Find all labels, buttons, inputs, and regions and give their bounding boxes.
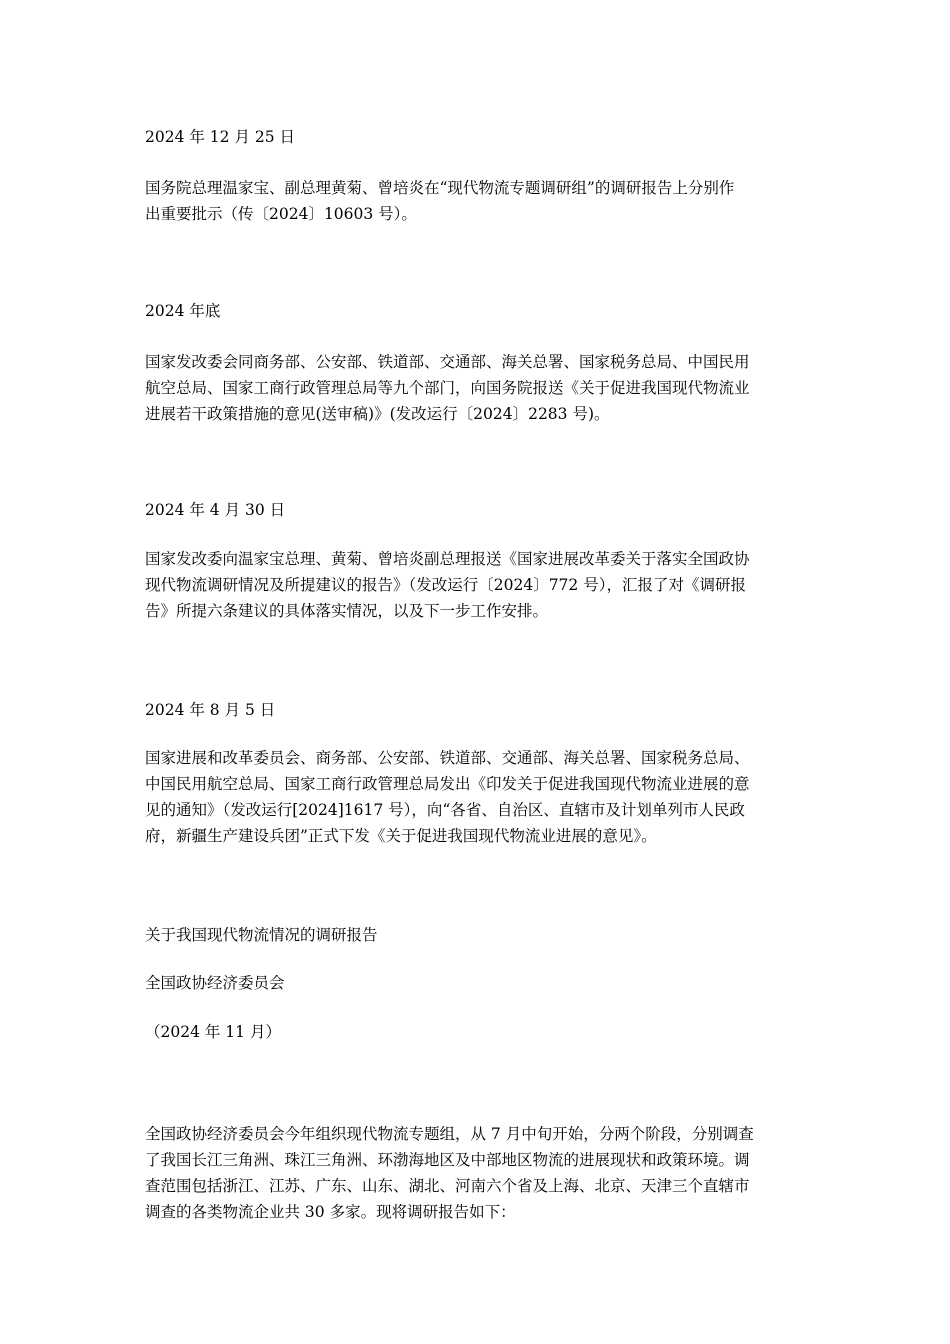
entry-text-line: 现代物流调研情况及所提建议的报告》（发改运行〔2024〕772 号），汇报了对《调研报 — [145, 576, 746, 594]
entry-text-line: 国家发改委会同商务部、公安部、铁道部、交通部、海关总署、国家税务总局、中国民用 — [145, 353, 750, 371]
entry-text-line: 国务院总理温家宝、副总理黄菊、曾培炎在“现代物流专题调研组”的调研报告上分别作 — [145, 179, 735, 197]
entry-date: 2024 年 12 月 25 日 — [145, 128, 296, 146]
entry-text-line: 航空总局、国家工商行政管理总局等九个部门，向国务院报送《关于促进我国现代物流业 — [145, 379, 750, 397]
entry-text-line: 进展若干政策措施的意见(送审稿)》(发改运行〔2024〕2283 号)。 — [145, 405, 610, 423]
report-author: 全国政协经济委员会 — [145, 974, 285, 992]
entry-date: 2024 年 8 月 5 日 — [145, 701, 276, 719]
report-intro-line: 调查的各类物流企业共 30 多家。现将调研报告如下： — [145, 1203, 516, 1221]
entry-text-line: 出重要批示（传〔2024〕10603 号）。 — [145, 205, 417, 223]
entry-text-line: 府，新疆生产建设兵团”正式下发《关于促进我国现代物流业进展的意见》。 — [145, 827, 657, 845]
report-title: 关于我国现代物流情况的调研报告 — [145, 926, 378, 944]
entry-text-line: 见的通知》（发改运行[2024]1617 号），向“各省、自治区、直辖市及计划单列市人民政 — [145, 801, 745, 819]
entry-date: 2024 年 4 月 30 日 — [145, 501, 286, 519]
report-intro-line: 了我国长江三角洲、珠江三角洲、环渤海地区及中部地区物流的进展现状和政策环境。调 — [145, 1151, 750, 1169]
entry-text-line: 国家进展和改革委员会、商务部、公安部、铁道部、交通部、海关总署、国家税务总局、 — [145, 749, 750, 767]
entry-date: 2024 年底 — [145, 302, 221, 320]
entry-text-line: 国家发改委向温家宝总理、黄菊、曾培炎副总理报送《国家进展改革委关于落实全国政协 — [145, 550, 750, 568]
report-intro-line: 全国政协经济委员会今年组织现代物流专题组，从 7 月中旬开始，分两个阶段，分别调查 — [145, 1125, 754, 1143]
report-date: （2024 年 11 月） — [145, 1023, 281, 1041]
report-intro-line: 查范围包括浙江、江苏、广东、山东、湖北、河南六个省及上海、北京、天津三个直辖市 — [145, 1177, 750, 1195]
entry-text-line: 中国民用航空总局、国家工商行政管理总局发出《印发关于促进我国现代物流业进展的意 — [145, 775, 750, 793]
entry-text-line: 告》所提六条建议的具体落实情况，以及下一步工作安排。 — [145, 602, 549, 620]
